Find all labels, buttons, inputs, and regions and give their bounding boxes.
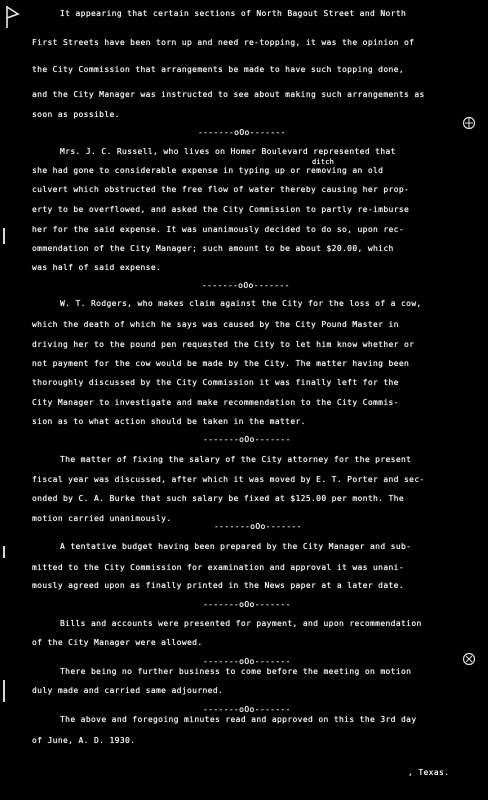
text-line: the City Commission that arrangements be made to have such topping done, (32, 65, 404, 74)
section-divider: -------oOo------- (202, 281, 290, 290)
text-line: soon as possible. (32, 110, 120, 119)
text-line: ommendation of the City Manager; such amount to be about $20.00, which (32, 244, 394, 253)
text-line: erty to be overflowed, and asked the City Commission to partly re-imburse (32, 205, 410, 214)
section-divider: -------oOo------- (203, 657, 291, 666)
text-line: Mrs. J. C. Russell, who lives on Homer Boulevard represented that (60, 147, 396, 156)
text-line: W. T. Rodgers, who makes claim against the City for the loss of a cow, (60, 299, 422, 308)
text-line: First Streets have been torn up and need re-topping, it was the opinion of (32, 38, 415, 47)
text-line: which the death of which he says was caused by the City Pound Master in (32, 320, 399, 329)
text-line: The above and foregoing minutes read and approved on this the 3rd day (60, 715, 417, 724)
section-divider: -------oOo------- (203, 705, 291, 714)
text-line: mously agreed upon as finally printed in the News paper at a later date. (32, 581, 404, 590)
text-line: Bills and accounts were presented for payment, and upon recommendation (60, 619, 422, 628)
text-line: The matter of fixing the salary of the City attorney for the present (60, 455, 412, 464)
text-line: There being no further business to come before the meeting on motion (60, 667, 412, 676)
text-line: culvert which obstructed the free flow of water thereby causing her prop- (32, 185, 410, 194)
text-line: duly made and carried same adjourned. (32, 686, 224, 695)
section-divider: -------oOo------- (203, 435, 291, 444)
text-line: driving her to the pound pen requested the City to let him know whether or (32, 340, 415, 349)
text-line: thoroughly discussed by the City Commission it was finally left for the (32, 378, 399, 387)
section-divider: -------oOo------- (214, 522, 302, 531)
text-line: onded by C. A. Burke that such salary be fixed at $125.00 per month. The (32, 494, 404, 503)
signature-location: , Texas. (408, 768, 450, 777)
text-line: sion as to what action should be taken in the matter. (32, 417, 306, 426)
text-line: of June, A. D. 1930. (32, 736, 136, 745)
text-line: City Manager to investigate and make recommendation to the City Commis- (32, 398, 399, 407)
text-line: A tentative budget having been prepared by the City Manager and sub- (60, 542, 412, 551)
text-line: was half of said expense. (32, 263, 162, 272)
text-line: she had gone to considerable expense in typing up or removing an old (32, 166, 384, 175)
text-line: fiscal year was discussed, after which it was moved by E. T. Porter and sec- (32, 475, 425, 484)
section-divider: -------oOo------- (203, 600, 291, 609)
handwritten-insertion: ditch (312, 158, 335, 166)
section-divider: -------oOo------- (198, 128, 286, 137)
text-line: motion carried unanimously. (32, 514, 172, 523)
text-line: and the City Manager was instructed to see about making such arrangements as (32, 90, 425, 99)
text-line: mitted to the City Commission for examination and approval it was unani- (32, 563, 404, 572)
text-line: her for the said expense. It was unanimously decided to do so, upon rec- (32, 225, 404, 234)
text-line: It appearing that certain sections of North Bagout Street and North (60, 9, 407, 18)
text-line: not payment for the cow would be made by the City. The matter having been (32, 359, 410, 368)
text-line: of the City Manager were allowed. (32, 638, 203, 647)
